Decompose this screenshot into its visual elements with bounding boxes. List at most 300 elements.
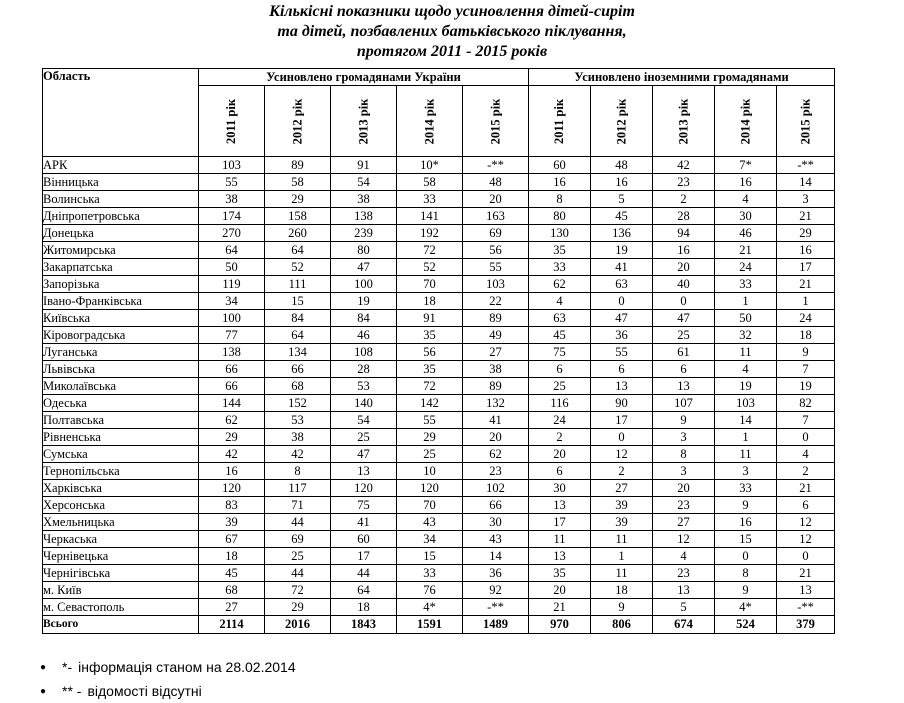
value-cell: 239 bbox=[331, 225, 397, 242]
value-cell: 158 bbox=[265, 208, 331, 225]
year-label: 2015 рік bbox=[798, 98, 813, 144]
value-cell: 62 bbox=[529, 276, 591, 293]
value-cell: 45 bbox=[529, 327, 591, 344]
value-cell: 524 bbox=[715, 616, 777, 634]
year-label: 2013 рік bbox=[676, 98, 691, 144]
value-cell: 117 bbox=[265, 480, 331, 497]
value-cell: 100 bbox=[331, 276, 397, 293]
value-cell: 3 bbox=[715, 463, 777, 480]
value-cell: 14 bbox=[715, 412, 777, 429]
table-row bbox=[43, 310, 835, 327]
value-cell: 35 bbox=[397, 327, 463, 344]
year-label: 2014 рік bbox=[738, 98, 753, 144]
value-cell: 270 bbox=[199, 225, 265, 242]
value-cell: 20 bbox=[463, 429, 529, 446]
value-cell: 92 bbox=[463, 582, 529, 599]
value-cell: 140 bbox=[331, 395, 397, 412]
value-cell: 11 bbox=[591, 531, 653, 548]
value-cell: 40 bbox=[653, 276, 715, 293]
value-cell: 61 bbox=[653, 344, 715, 361]
region-cell: Всього bbox=[43, 616, 199, 634]
value-cell: 63 bbox=[529, 310, 591, 327]
value-cell: 54 bbox=[331, 174, 397, 191]
region-cell: Житомирська bbox=[43, 242, 199, 259]
value-cell: 35 bbox=[397, 361, 463, 378]
region-cell: Дніпропетровська bbox=[43, 208, 199, 225]
region-cell: Луганська bbox=[43, 344, 199, 361]
table-row bbox=[43, 446, 835, 463]
value-cell: 60 bbox=[529, 157, 591, 174]
value-cell: 6 bbox=[653, 361, 715, 378]
value-cell: 16 bbox=[715, 174, 777, 191]
value-cell: 132 bbox=[463, 395, 529, 412]
value-cell: 35 bbox=[529, 565, 591, 582]
table-row bbox=[43, 174, 835, 191]
value-cell: 89 bbox=[265, 157, 331, 174]
value-cell: 66 bbox=[463, 497, 529, 514]
value-cell: 54 bbox=[331, 412, 397, 429]
value-cell: 174 bbox=[199, 208, 265, 225]
value-cell: 84 bbox=[331, 310, 397, 327]
value-cell: 46 bbox=[715, 225, 777, 242]
value-cell: 9 bbox=[653, 412, 715, 429]
value-cell: 11 bbox=[529, 531, 591, 548]
value-cell: 103 bbox=[463, 276, 529, 293]
value-cell: 2 bbox=[777, 463, 835, 480]
year-column-header bbox=[715, 86, 777, 157]
value-cell: 15 bbox=[397, 548, 463, 565]
value-cell: 142 bbox=[397, 395, 463, 412]
value-cell: 0 bbox=[591, 293, 653, 310]
value-cell: 1489 bbox=[463, 616, 529, 634]
value-cell: 130 bbox=[529, 225, 591, 242]
value-cell: 82 bbox=[777, 395, 835, 412]
value-cell: 111 bbox=[265, 276, 331, 293]
year-column-header bbox=[265, 86, 331, 157]
value-cell: 75 bbox=[331, 497, 397, 514]
value-cell: 25 bbox=[265, 548, 331, 565]
value-cell: 134 bbox=[265, 344, 331, 361]
year-label: 2013 рік bbox=[355, 98, 370, 144]
value-cell: 50 bbox=[199, 259, 265, 276]
value-cell: 38 bbox=[199, 191, 265, 208]
value-cell: 103 bbox=[199, 157, 265, 174]
value-cell: 72 bbox=[397, 242, 463, 259]
year-column-header bbox=[529, 86, 591, 157]
table-row bbox=[43, 565, 835, 582]
value-cell: 16 bbox=[199, 463, 265, 480]
value-cell: 58 bbox=[397, 174, 463, 191]
value-cell: 42 bbox=[199, 446, 265, 463]
value-cell: 62 bbox=[463, 446, 529, 463]
value-cell: 1 bbox=[591, 548, 653, 565]
value-cell: 11 bbox=[591, 565, 653, 582]
value-cell: 49 bbox=[463, 327, 529, 344]
value-cell: 10* bbox=[397, 157, 463, 174]
value-cell: 50 bbox=[715, 310, 777, 327]
value-cell: 22 bbox=[463, 293, 529, 310]
year-label: 2011 рік bbox=[552, 98, 567, 144]
value-cell: 44 bbox=[265, 514, 331, 531]
value-cell: 116 bbox=[529, 395, 591, 412]
table-row bbox=[43, 293, 835, 310]
value-cell: 32 bbox=[715, 327, 777, 344]
value-cell: 4 bbox=[653, 548, 715, 565]
value-cell: 4 bbox=[777, 446, 835, 463]
value-cell: 39 bbox=[591, 497, 653, 514]
value-cell: 94 bbox=[653, 225, 715, 242]
region-cell: Рівненська bbox=[43, 429, 199, 446]
region-cell: Івано-Франківська bbox=[43, 293, 199, 310]
value-cell: 16 bbox=[591, 174, 653, 191]
region-cell: Херсонська bbox=[43, 497, 199, 514]
table-row bbox=[43, 582, 835, 599]
value-cell: 20 bbox=[529, 582, 591, 599]
value-cell: 13 bbox=[331, 463, 397, 480]
value-cell: 56 bbox=[397, 344, 463, 361]
value-cell: 8 bbox=[653, 446, 715, 463]
value-cell: 20 bbox=[653, 480, 715, 497]
value-cell: 53 bbox=[331, 378, 397, 395]
value-cell: 6 bbox=[777, 497, 835, 514]
value-cell: 18 bbox=[777, 327, 835, 344]
value-cell: 9 bbox=[591, 599, 653, 616]
value-cell: 68 bbox=[265, 378, 331, 395]
table-header-row-groups bbox=[43, 69, 835, 86]
value-cell: 3 bbox=[777, 191, 835, 208]
value-cell: 4* bbox=[397, 599, 463, 616]
table-row bbox=[43, 548, 835, 565]
value-cell: 71 bbox=[265, 497, 331, 514]
table-row bbox=[43, 378, 835, 395]
value-cell: 13 bbox=[777, 582, 835, 599]
year-column-header bbox=[591, 86, 653, 157]
value-cell: 11 bbox=[715, 446, 777, 463]
year-column-header bbox=[653, 86, 715, 157]
table-row bbox=[43, 208, 835, 225]
value-cell: 1591 bbox=[397, 616, 463, 634]
value-cell: 70 bbox=[397, 276, 463, 293]
value-cell: 55 bbox=[463, 259, 529, 276]
value-cell: 1 bbox=[777, 293, 835, 310]
footnote-text: відомості відсутні bbox=[87, 683, 202, 699]
value-cell: 72 bbox=[397, 378, 463, 395]
year-column-header bbox=[463, 86, 529, 157]
year-label: 2014 рік bbox=[421, 98, 436, 144]
value-cell: 21 bbox=[529, 599, 591, 616]
value-cell: 102 bbox=[463, 480, 529, 497]
value-cell: 38 bbox=[265, 429, 331, 446]
value-cell: 29 bbox=[265, 599, 331, 616]
value-cell: 21 bbox=[777, 276, 835, 293]
region-cell: Вінницька bbox=[43, 174, 199, 191]
value-cell: 18 bbox=[199, 548, 265, 565]
value-cell: 9 bbox=[715, 582, 777, 599]
table-row bbox=[43, 327, 835, 344]
value-cell: 152 bbox=[265, 395, 331, 412]
value-cell: 674 bbox=[653, 616, 715, 634]
bullet-icon: ● bbox=[40, 685, 47, 697]
value-cell: 379 bbox=[777, 616, 835, 634]
bullet-icon: ● bbox=[40, 661, 47, 673]
region-cell: Донецька bbox=[43, 225, 199, 242]
value-cell: 89 bbox=[463, 310, 529, 327]
value-cell: 25 bbox=[397, 446, 463, 463]
footnotes bbox=[40, 655, 296, 703]
value-cell: 64 bbox=[331, 582, 397, 599]
value-cell: -** bbox=[777, 599, 835, 616]
value-cell: 23 bbox=[463, 463, 529, 480]
value-cell: 64 bbox=[265, 327, 331, 344]
value-cell: 6 bbox=[591, 361, 653, 378]
region-cell: Тернопільська bbox=[43, 463, 199, 480]
value-cell: 20 bbox=[529, 446, 591, 463]
value-cell: 16 bbox=[529, 174, 591, 191]
value-cell: 17 bbox=[529, 514, 591, 531]
value-cell: 16 bbox=[777, 242, 835, 259]
value-cell: 33 bbox=[715, 480, 777, 497]
region-cell: Одеська bbox=[43, 395, 199, 412]
table-row bbox=[43, 514, 835, 531]
year-column-header bbox=[331, 86, 397, 157]
value-cell: 34 bbox=[199, 293, 265, 310]
value-cell: 15 bbox=[715, 531, 777, 548]
table-row bbox=[43, 191, 835, 208]
year-column-header bbox=[777, 86, 835, 157]
value-cell: 29 bbox=[265, 191, 331, 208]
value-cell: 27 bbox=[653, 514, 715, 531]
table-row bbox=[43, 412, 835, 429]
value-cell: 33 bbox=[397, 191, 463, 208]
value-cell: 13 bbox=[591, 378, 653, 395]
value-cell: 25 bbox=[653, 327, 715, 344]
value-cell: 7 bbox=[777, 412, 835, 429]
document-title bbox=[0, 2, 904, 62]
value-cell: 28 bbox=[653, 208, 715, 225]
table-row bbox=[43, 225, 835, 242]
value-cell: 4 bbox=[715, 191, 777, 208]
value-cell: 7 bbox=[777, 361, 835, 378]
table-row bbox=[43, 361, 835, 378]
value-cell: 48 bbox=[591, 157, 653, 174]
value-cell: 119 bbox=[199, 276, 265, 293]
value-cell: 2114 bbox=[199, 616, 265, 634]
value-cell: 2 bbox=[653, 191, 715, 208]
ukraine-group-header: Усиновлено громадянами України bbox=[199, 69, 529, 86]
value-cell: 12 bbox=[777, 514, 835, 531]
value-cell: 44 bbox=[265, 565, 331, 582]
value-cell: 44 bbox=[331, 565, 397, 582]
value-cell: 47 bbox=[591, 310, 653, 327]
value-cell: 30 bbox=[715, 208, 777, 225]
value-cell: 5 bbox=[591, 191, 653, 208]
value-cell: 8 bbox=[529, 191, 591, 208]
value-cell: 69 bbox=[463, 225, 529, 242]
value-cell: 23 bbox=[653, 497, 715, 514]
value-cell: 76 bbox=[397, 582, 463, 599]
value-cell: 70 bbox=[397, 497, 463, 514]
value-cell: 36 bbox=[463, 565, 529, 582]
value-cell: 3 bbox=[653, 429, 715, 446]
value-cell: 63 bbox=[591, 276, 653, 293]
value-cell: 25 bbox=[529, 378, 591, 395]
value-cell: 138 bbox=[199, 344, 265, 361]
value-cell: 25 bbox=[331, 429, 397, 446]
footnote-marker: *- bbox=[62, 659, 73, 675]
footnote-marker: ** - bbox=[62, 683, 82, 699]
value-cell: 38 bbox=[463, 361, 529, 378]
value-cell: 17 bbox=[777, 259, 835, 276]
title-line-3: протягом 2011 - 2015 років bbox=[356, 43, 548, 60]
value-cell: 39 bbox=[591, 514, 653, 531]
value-cell: 30 bbox=[529, 480, 591, 497]
value-cell: 41 bbox=[331, 514, 397, 531]
title-line-1: Кількісні показники щодо усиновлення дітей-сиріт bbox=[269, 3, 635, 20]
footnote-1 bbox=[40, 655, 296, 679]
value-cell: 20 bbox=[653, 259, 715, 276]
value-cell: 0 bbox=[715, 548, 777, 565]
footnote-text: інформація станом на 28.02.2014 bbox=[78, 659, 296, 675]
value-cell: 4 bbox=[529, 293, 591, 310]
value-cell: 8 bbox=[715, 565, 777, 582]
table-row bbox=[43, 344, 835, 361]
value-cell: 53 bbox=[265, 412, 331, 429]
value-cell: 23 bbox=[653, 565, 715, 582]
region-cell: Волинська bbox=[43, 191, 199, 208]
value-cell: 34 bbox=[397, 531, 463, 548]
value-cell: 90 bbox=[591, 395, 653, 412]
table-row bbox=[43, 429, 835, 446]
value-cell: -** bbox=[777, 157, 835, 174]
value-cell: 136 bbox=[591, 225, 653, 242]
value-cell: 16 bbox=[715, 514, 777, 531]
value-cell: 55 bbox=[591, 344, 653, 361]
title-line-2: та дітей, позбавлених батьківського піклування, bbox=[277, 23, 627, 40]
value-cell: 6 bbox=[529, 463, 591, 480]
value-cell: 8 bbox=[265, 463, 331, 480]
region-cell: Чернігівська bbox=[43, 565, 199, 582]
value-cell: 12 bbox=[777, 531, 835, 548]
value-cell: 17 bbox=[331, 548, 397, 565]
value-cell: 1 bbox=[715, 429, 777, 446]
region-cell: м. Київ bbox=[43, 582, 199, 599]
value-cell: 260 bbox=[265, 225, 331, 242]
value-cell: 0 bbox=[777, 429, 835, 446]
value-cell: 56 bbox=[463, 242, 529, 259]
value-cell: 14 bbox=[463, 548, 529, 565]
value-cell: 163 bbox=[463, 208, 529, 225]
value-cell: 41 bbox=[463, 412, 529, 429]
total-row bbox=[43, 616, 835, 634]
value-cell: 30 bbox=[463, 514, 529, 531]
table-row bbox=[43, 157, 835, 174]
value-cell: 0 bbox=[653, 293, 715, 310]
value-cell: 108 bbox=[331, 344, 397, 361]
value-cell: 0 bbox=[591, 429, 653, 446]
value-cell: -** bbox=[463, 599, 529, 616]
value-cell: 138 bbox=[331, 208, 397, 225]
region-cell: Чернівецька bbox=[43, 548, 199, 565]
value-cell: 24 bbox=[715, 259, 777, 276]
value-cell: 120 bbox=[199, 480, 265, 497]
value-cell: 21 bbox=[715, 242, 777, 259]
value-cell: 5 bbox=[653, 599, 715, 616]
value-cell: 72 bbox=[265, 582, 331, 599]
value-cell: 77 bbox=[199, 327, 265, 344]
year-label: 2012 рік bbox=[614, 98, 629, 144]
value-cell: 46 bbox=[331, 327, 397, 344]
value-cell: 45 bbox=[199, 565, 265, 582]
table-row bbox=[43, 463, 835, 480]
footnote-2 bbox=[40, 679, 296, 703]
value-cell: 14 bbox=[777, 174, 835, 191]
region-cell: Сумська bbox=[43, 446, 199, 463]
value-cell: 806 bbox=[591, 616, 653, 634]
value-cell: 33 bbox=[715, 276, 777, 293]
value-cell: 13 bbox=[653, 378, 715, 395]
value-cell: 67 bbox=[199, 531, 265, 548]
value-cell: 100 bbox=[199, 310, 265, 327]
adoption-table bbox=[42, 68, 835, 634]
value-cell: 2 bbox=[529, 429, 591, 446]
value-cell: 45 bbox=[591, 208, 653, 225]
value-cell: 120 bbox=[397, 480, 463, 497]
value-cell: 16 bbox=[653, 242, 715, 259]
value-cell: 64 bbox=[199, 242, 265, 259]
value-cell: 41 bbox=[591, 259, 653, 276]
value-cell: 15 bbox=[265, 293, 331, 310]
value-cell: 0 bbox=[777, 548, 835, 565]
value-cell: 42 bbox=[653, 157, 715, 174]
value-cell: 27 bbox=[591, 480, 653, 497]
value-cell: 39 bbox=[199, 514, 265, 531]
value-cell: 19 bbox=[331, 293, 397, 310]
region-cell: Київська bbox=[43, 310, 199, 327]
value-cell: 29 bbox=[777, 225, 835, 242]
value-cell: 21 bbox=[777, 565, 835, 582]
value-cell: 9 bbox=[777, 344, 835, 361]
value-cell: 7* bbox=[715, 157, 777, 174]
table-row bbox=[43, 497, 835, 514]
value-cell: 6 bbox=[529, 361, 591, 378]
year-label: 2011 рік bbox=[224, 98, 238, 144]
value-cell: 23 bbox=[653, 174, 715, 191]
value-cell: 9 bbox=[715, 497, 777, 514]
value-cell: 83 bbox=[199, 497, 265, 514]
value-cell: 36 bbox=[591, 327, 653, 344]
value-cell: 12 bbox=[653, 531, 715, 548]
foreign-group-header: Усиновлено іноземними громадянами bbox=[529, 69, 835, 86]
region-cell: Хмельницька bbox=[43, 514, 199, 531]
value-cell: 91 bbox=[331, 157, 397, 174]
value-cell: 48 bbox=[463, 174, 529, 191]
value-cell: 17 bbox=[591, 412, 653, 429]
value-cell: 21 bbox=[777, 480, 835, 497]
value-cell: 18 bbox=[331, 599, 397, 616]
value-cell: 120 bbox=[331, 480, 397, 497]
value-cell: 29 bbox=[397, 429, 463, 446]
value-cell: 141 bbox=[397, 208, 463, 225]
value-cell: 52 bbox=[265, 259, 331, 276]
value-cell: 103 bbox=[715, 395, 777, 412]
value-cell: 19 bbox=[777, 378, 835, 395]
value-cell: 2016 bbox=[265, 616, 331, 634]
value-cell: 58 bbox=[265, 174, 331, 191]
region-cell: Кіровоградська bbox=[43, 327, 199, 344]
value-cell: 47 bbox=[331, 259, 397, 276]
value-cell: 80 bbox=[331, 242, 397, 259]
value-cell: 47 bbox=[331, 446, 397, 463]
